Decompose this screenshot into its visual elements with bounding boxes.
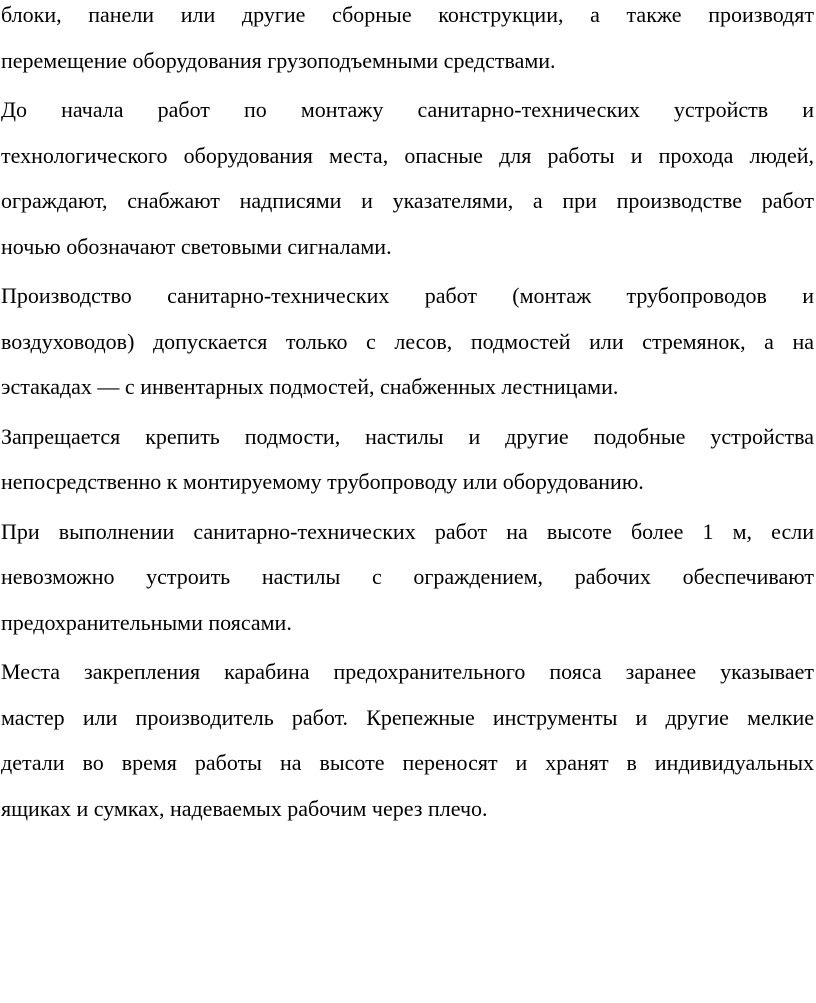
text-line: воздуховодов) допускается только с лесов, подмостей или стремянок, а на xyxy=(1,328,814,354)
paragraph-6 xyxy=(1,649,814,831)
text-line: невозможно устроить настилы с ограждением, рабочих обеспечивают xyxy=(1,564,814,589)
paragraph-5 xyxy=(1,509,814,646)
text-line: Запрещается крепить подмости, настилы и другие подобные устройства xyxy=(1,423,814,449)
text-line: При выполнении санитарно-технических работ на высоте более 1 м, если xyxy=(1,518,814,544)
text-line: непосредственно к монтируемому трубопроводу или оборудованию. xyxy=(1,469,644,494)
text-line: Места закрепления карабина предохранительного пояса заранее указывает xyxy=(1,659,814,684)
paragraph-2 xyxy=(1,87,814,269)
paragraph-4 xyxy=(1,414,814,505)
text-line: мастер или производитель работ. Крепежные инструменты и другие мелкие xyxy=(1,704,814,730)
text-line: блоки, панели или другие сборные конструкции, а также производят xyxy=(1,2,814,27)
text-line: ящиках и сумках, надеваемых рабочим через плечо. xyxy=(1,795,488,821)
text-line: До начала работ по монтажу санитарно-технических устройств и xyxy=(1,97,814,122)
text-line: предохранительными поясами. xyxy=(1,609,292,635)
paragraph-1 xyxy=(1,0,814,83)
text-line: технологического оборудования места, опасные для работы и прохода людей, xyxy=(1,142,814,168)
text-line: эстакадах — с инвентарных подмостей, снабженных лестницами. xyxy=(1,374,619,399)
text-line: Производство санитарно-технических работ (монтаж трубопроводов и xyxy=(1,283,814,308)
text-line: детали во время работы на высоте переносят и хранят в индивидуальных xyxy=(1,750,814,775)
text-line: ограждают, снабжают надписями и указателями, а при производстве работ xyxy=(1,188,814,213)
text-line: перемещение оборудования грузоподъемными средствами. xyxy=(1,47,556,73)
text-line: ночью обозначают световыми сигналами. xyxy=(1,233,392,259)
paragraph-3 xyxy=(1,273,814,410)
